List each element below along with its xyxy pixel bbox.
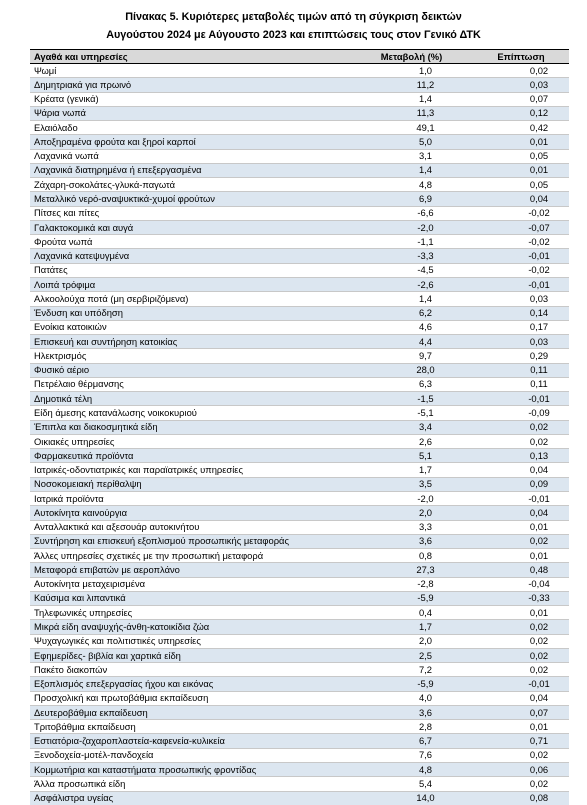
- impact-cell: 0,02: [473, 620, 569, 634]
- table-row: [30, 734, 569, 748]
- table-row: [30, 192, 569, 206]
- item-name-cell: Αυτοκίνητα καινούργια: [30, 506, 350, 520]
- table-row: [30, 135, 569, 149]
- item-name-cell: Ψωμί: [30, 64, 350, 78]
- table-row: [30, 106, 569, 120]
- impact-cell: 0,03: [473, 335, 569, 349]
- item-name-cell: Φυσικό αέριο: [30, 363, 350, 377]
- item-name-cell: Εστιατόρια-ζαχαροπλαστεία-καφενεία-κυλικεία: [30, 734, 350, 748]
- impact-cell: 0,01: [473, 606, 569, 620]
- table-row: [30, 748, 569, 762]
- item-name-cell: Ελαιόλαδο: [30, 121, 350, 135]
- table-row: [30, 149, 569, 163]
- table-row: [30, 563, 569, 577]
- change-percent-cell: 6,2: [350, 306, 473, 320]
- table-row: [30, 377, 569, 391]
- item-name-cell: Καύσιμα και λιπαντικά: [30, 591, 350, 605]
- item-name-cell: Νοσοκομειακή περίθαλψη: [30, 477, 350, 491]
- change-percent-cell: 4,4: [350, 335, 473, 349]
- impact-cell: 0,42: [473, 121, 569, 135]
- change-percent-cell: 14,0: [350, 791, 473, 805]
- item-name-cell: Συντήρηση και επισκευή εξοπλισμού προσωπικής μεταφοράς: [30, 534, 350, 548]
- impact-cell: 0,02: [473, 64, 569, 78]
- item-name-cell: Λαχανικά νωπά: [30, 149, 350, 163]
- change-percent-cell: 4,8: [350, 178, 473, 192]
- item-name-cell: Κρέατα (γενικά): [30, 92, 350, 106]
- item-name-cell: Τριτοβάθμια εκπαίδευση: [30, 720, 350, 734]
- item-name-cell: Αλκοολούχα ποτά (μη σερβιριζόμενα): [30, 292, 350, 306]
- change-percent-cell: 11,3: [350, 106, 473, 120]
- table-title-line-1: Πίνακας 5. Κυριότερες μεταβολές τιμών από τη σύγκριση δεικτών: [125, 11, 462, 23]
- item-name-cell: Δημητριακά για πρωινό: [30, 78, 350, 92]
- change-percent-cell: -2,6: [350, 277, 473, 291]
- impact-cell: 0,01: [473, 549, 569, 563]
- change-percent-cell: 2,0: [350, 634, 473, 648]
- table-row: [30, 620, 569, 634]
- table-row: [30, 463, 569, 477]
- table-row: [30, 549, 569, 563]
- change-percent-cell: 1,7: [350, 463, 473, 477]
- impact-cell: -0,04: [473, 577, 569, 591]
- change-percent-cell: 7,6: [350, 748, 473, 762]
- table-row: [30, 335, 569, 349]
- change-percent-cell: -3,3: [350, 249, 473, 263]
- table-row: [30, 363, 569, 377]
- table-row: [30, 92, 569, 106]
- table-row: [30, 121, 569, 135]
- table-row: [30, 235, 569, 249]
- change-percent-cell: -5,1: [350, 406, 473, 420]
- table-row: [30, 534, 569, 548]
- item-name-cell: Ασφάλιστρα υγείας: [30, 791, 350, 805]
- table-row: [30, 705, 569, 719]
- impact-cell: 0,02: [473, 663, 569, 677]
- change-percent-cell: -5,9: [350, 677, 473, 691]
- table-row: [30, 577, 569, 591]
- item-name-cell: Ψυχαγωγικές και πολιτιστικές υπηρεσίες: [30, 634, 350, 648]
- item-name-cell: Φαρμακευτικά προϊόντα: [30, 449, 350, 463]
- impact-cell: 0,02: [473, 777, 569, 791]
- item-name-cell: Ξενοδοχεία-μοτέλ-πανδοχεία: [30, 748, 350, 762]
- change-percent-cell: 1,4: [350, 163, 473, 177]
- impact-cell: 0,01: [473, 520, 569, 534]
- item-name-cell: Κομμωτήρια και καταστήματα προσωπικής φροντίδας: [30, 763, 350, 777]
- item-name-cell: Ψάρια νωπά: [30, 106, 350, 120]
- table-row: [30, 491, 569, 505]
- item-name-cell: Εφημερίδες- βιβλία και χαρτικά είδη: [30, 648, 350, 662]
- item-name-cell: Επισκευή και συντήρηση κατοικίας: [30, 335, 350, 349]
- impact-cell: 0,02: [473, 648, 569, 662]
- impact-cell: 0,04: [473, 463, 569, 477]
- table-row: [30, 320, 569, 334]
- item-name-cell: Λαχανικά κατεψυγμένα: [30, 249, 350, 263]
- change-percent-cell: 2,8: [350, 720, 473, 734]
- change-percent-cell: 4,6: [350, 320, 473, 334]
- change-percent-cell: 3,3: [350, 520, 473, 534]
- price-changes-table: [30, 49, 569, 805]
- impact-cell: -0,01: [473, 249, 569, 263]
- item-name-cell: Ένδυση και υπόδηση: [30, 306, 350, 320]
- item-name-cell: Πετρέλαιο θέρμανσης: [30, 377, 350, 391]
- change-percent-cell: 0,8: [350, 549, 473, 563]
- item-name-cell: Τηλεφωνικές υπηρεσίες: [30, 606, 350, 620]
- item-name-cell: Λαχανικά διατηρημένα ή επεξεργασμένα: [30, 163, 350, 177]
- table-body: [30, 64, 569, 805]
- item-name-cell: Προσχολική και πρωτοβάθμια εκπαίδευση: [30, 691, 350, 705]
- item-name-cell: Άλλες υπηρεσίες σχετικές με την προσωπική μεταφορά: [30, 549, 350, 563]
- table-row: [30, 606, 569, 620]
- table-row: [30, 263, 569, 277]
- table-row: [30, 306, 569, 320]
- table-row: [30, 677, 569, 691]
- change-percent-cell: -5,9: [350, 591, 473, 605]
- change-percent-cell: -1,5: [350, 392, 473, 406]
- change-percent-cell: 27,3: [350, 563, 473, 577]
- impact-cell: -0,02: [473, 206, 569, 220]
- impact-cell: 0,02: [473, 434, 569, 448]
- item-name-cell: Πακέτο διακοπών: [30, 663, 350, 677]
- change-percent-cell: 6,7: [350, 734, 473, 748]
- change-percent-cell: 6,3: [350, 377, 473, 391]
- table-row: [30, 277, 569, 291]
- impact-cell: 0,48: [473, 563, 569, 577]
- item-name-cell: Οικιακές υπηρεσίες: [30, 434, 350, 448]
- impact-cell: 0,71: [473, 734, 569, 748]
- item-name-cell: Ενοίκια κατοικιών: [30, 320, 350, 334]
- item-name-cell: Εξοπλισμός επεξεργασίας ήχου και εικόνας: [30, 677, 350, 691]
- table-header-row: [30, 50, 569, 64]
- impact-cell: 0,07: [473, 705, 569, 719]
- impact-cell: 0,02: [473, 748, 569, 762]
- change-percent-cell: 3,6: [350, 534, 473, 548]
- change-percent-cell: 3,5: [350, 477, 473, 491]
- table-row: [30, 720, 569, 734]
- table-row: [30, 648, 569, 662]
- impact-cell: 0,12: [473, 106, 569, 120]
- table-row: [30, 220, 569, 234]
- change-percent-cell: 2,6: [350, 434, 473, 448]
- item-name-cell: Έπιπλα και διακοσμητικά είδη: [30, 420, 350, 434]
- impact-cell: -0,07: [473, 220, 569, 234]
- item-name-cell: Πατάτες: [30, 263, 350, 277]
- impact-cell: 0,29: [473, 349, 569, 363]
- item-name-cell: Μεταφορά επιβατών με αεροπλάνο: [30, 563, 350, 577]
- table-row: [30, 520, 569, 534]
- header-goods-services: Αγαθά και υπηρεσίες: [30, 50, 350, 64]
- impact-cell: 0,04: [473, 192, 569, 206]
- item-name-cell: Ιατρικά προϊόντα: [30, 491, 350, 505]
- impact-cell: 0,03: [473, 292, 569, 306]
- impact-cell: 0,14: [473, 306, 569, 320]
- item-name-cell: Ανταλλακτικά και αξεσουάρ αυτοκινήτου: [30, 520, 350, 534]
- impact-cell: 0,06: [473, 763, 569, 777]
- header-change-percent: Μεταβολή (%): [350, 50, 473, 64]
- table-row: [30, 434, 569, 448]
- item-name-cell: Γαλακτοκομικά και αυγά: [30, 220, 350, 234]
- impact-cell: -0,01: [473, 491, 569, 505]
- item-name-cell: Φρούτα νωπά: [30, 235, 350, 249]
- impact-cell: 0,09: [473, 477, 569, 491]
- impact-cell: 0,01: [473, 720, 569, 734]
- impact-cell: 0,13: [473, 449, 569, 463]
- change-percent-cell: 28,0: [350, 363, 473, 377]
- item-name-cell: Δευτεροβάθμια εκπαίδευση: [30, 705, 350, 719]
- change-percent-cell: 2,5: [350, 648, 473, 662]
- table-row: [30, 763, 569, 777]
- change-percent-cell: -2,8: [350, 577, 473, 591]
- change-percent-cell: -4,5: [350, 263, 473, 277]
- change-percent-cell: -1,1: [350, 235, 473, 249]
- table-row: [30, 392, 569, 406]
- change-percent-cell: 5,4: [350, 777, 473, 791]
- item-name-cell: Ιατρικές-οδοντιατρικές και παραϊατρικές υπηρεσίες: [30, 463, 350, 477]
- item-name-cell: Λοιπά τρόφιμα: [30, 277, 350, 291]
- impact-cell: -0,02: [473, 263, 569, 277]
- item-name-cell: Μικρά είδη αναψυχής-άνθη-κατοικίδια ζώα: [30, 620, 350, 634]
- table-title-line-2: Αυγούστου 2024 με Αύγουστο 2023 και επιπτώσεις τους στον Γενικό ΔΤΚ: [106, 29, 481, 41]
- impact-cell: 0,05: [473, 149, 569, 163]
- header-impact: Επίπτωση: [473, 50, 569, 64]
- item-name-cell: Δημοτικά τέλη: [30, 392, 350, 406]
- impact-cell: 0,17: [473, 320, 569, 334]
- change-percent-cell: 4,0: [350, 691, 473, 705]
- change-percent-cell: 0,4: [350, 606, 473, 620]
- table-row: [30, 78, 569, 92]
- change-percent-cell: 1,4: [350, 292, 473, 306]
- impact-cell: -0,01: [473, 277, 569, 291]
- table-row: [30, 591, 569, 605]
- item-name-cell: Είδη άμεσης κατανάλωσης νοικοκυριού: [30, 406, 350, 420]
- change-percent-cell: 11,2: [350, 78, 473, 92]
- change-percent-cell: 4,8: [350, 763, 473, 777]
- table-row: [30, 163, 569, 177]
- impact-cell: -0,02: [473, 235, 569, 249]
- item-name-cell: Πίτσες και πίτες: [30, 206, 350, 220]
- impact-cell: 0,01: [473, 135, 569, 149]
- impact-cell: 0,04: [473, 506, 569, 520]
- change-percent-cell: 3,6: [350, 705, 473, 719]
- table-row: [30, 178, 569, 192]
- impact-cell: 0,04: [473, 691, 569, 705]
- table-row: [30, 292, 569, 306]
- table-row: [30, 663, 569, 677]
- change-percent-cell: 49,1: [350, 121, 473, 135]
- change-percent-cell: 6,9: [350, 192, 473, 206]
- change-percent-cell: 2,0: [350, 506, 473, 520]
- table-row: [30, 506, 569, 520]
- impact-cell: 0,02: [473, 420, 569, 434]
- impact-cell: -0,01: [473, 392, 569, 406]
- change-percent-cell: -2,0: [350, 491, 473, 505]
- impact-cell: 0,05: [473, 178, 569, 192]
- table-row: [30, 349, 569, 363]
- impact-cell: -0,33: [473, 591, 569, 605]
- change-percent-cell: 1,0: [350, 64, 473, 78]
- table-row: [30, 406, 569, 420]
- impact-cell: -0,09: [473, 406, 569, 420]
- change-percent-cell: 3,4: [350, 420, 473, 434]
- table-row: [30, 206, 569, 220]
- change-percent-cell: 3,1: [350, 149, 473, 163]
- impact-cell: -0,01: [473, 677, 569, 691]
- change-percent-cell: 5,1: [350, 449, 473, 463]
- impact-cell: 0,08: [473, 791, 569, 805]
- change-percent-cell: 9,7: [350, 349, 473, 363]
- impact-cell: 0,11: [473, 377, 569, 391]
- impact-cell: 0,07: [473, 92, 569, 106]
- change-percent-cell: 5,0: [350, 135, 473, 149]
- impact-cell: 0,01: [473, 163, 569, 177]
- table-row: [30, 64, 569, 78]
- table-row: [30, 691, 569, 705]
- table-row: [30, 634, 569, 648]
- impact-cell: 0,11: [473, 363, 569, 377]
- item-name-cell: Μεταλλικό νερό-αναψυκτικά-χυμοί φρούτων: [30, 192, 350, 206]
- item-name-cell: Ζάχαρη-σοκολάτες-γλυκά-παγωτά: [30, 178, 350, 192]
- table-row: [30, 777, 569, 791]
- change-percent-cell: -2,0: [350, 220, 473, 234]
- item-name-cell: Αυτοκίνητα μεταχειρισμένα: [30, 577, 350, 591]
- table-row: [30, 791, 569, 805]
- table-row: [30, 420, 569, 434]
- impact-cell: 0,02: [473, 634, 569, 648]
- change-percent-cell: 7,2: [350, 663, 473, 677]
- item-name-cell: Ηλεκτρισμός: [30, 349, 350, 363]
- item-name-cell: Άλλα προσωπικά είδη: [30, 777, 350, 791]
- change-percent-cell: 1,7: [350, 620, 473, 634]
- impact-cell: 0,02: [473, 534, 569, 548]
- item-name-cell: Αποξηραμένα φρούτα και ξηροί καρποί: [30, 135, 350, 149]
- change-percent-cell: 1,4: [350, 92, 473, 106]
- change-percent-cell: -6,6: [350, 206, 473, 220]
- impact-cell: 0,03: [473, 78, 569, 92]
- table-row: [30, 449, 569, 463]
- table-row: [30, 477, 569, 491]
- table-row: [30, 249, 569, 263]
